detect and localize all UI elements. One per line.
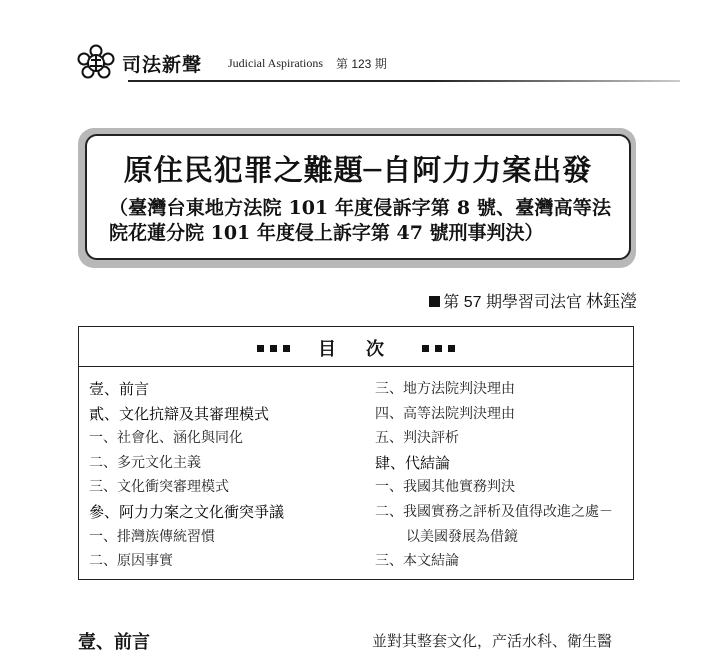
toc-entry: 四、高等法院判決理由 <box>375 405 515 422</box>
toc-entry: 壹、前言 <box>89 380 150 398</box>
author-name: 林鈺瀅 <box>586 292 637 311</box>
toc-entry: 三、地方法院判決理由 <box>375 381 515 397</box>
issue-number: 第 123 期 <box>336 57 387 71</box>
journal-title: 司法新聲 <box>122 54 203 76</box>
running-header <box>70 42 680 82</box>
table-of-contents <box>78 326 634 580</box>
toc-left-column <box>89 377 284 574</box>
toc-entry: 肆、代結論 <box>375 453 451 472</box>
section-heading: 壹、前言 <box>78 632 150 653</box>
square-bullet-icon <box>429 296 440 307</box>
toc-header <box>79 327 633 367</box>
article-title-box <box>85 134 631 260</box>
toc-entry: 一、排灣族傳統習慣 <box>89 528 215 545</box>
toc-entry: 以美國發展為借鏡 <box>406 528 518 545</box>
toc-entry: 一、社會化、涵化與同化 <box>89 430 243 447</box>
toc-entry: 一、我國其他實務判決 <box>375 479 515 496</box>
author-line <box>429 287 637 312</box>
toc-dots-right-icon <box>419 337 458 356</box>
article-title: 原住民犯罪之難題─自阿力力案出發 <box>123 153 593 187</box>
toc-entry: 參、阿力力案之文化衝突爭議 <box>89 502 285 521</box>
header-rule <box>128 80 680 82</box>
body-text-fragment: 並對其整套文化，产活水科、衛生醫 <box>372 632 613 650</box>
toc-entry: 二、多元文化主義 <box>89 454 201 471</box>
toc-entry: 五、判決評析 <box>375 430 459 447</box>
toc-entry: 三、文化衝突審理模式 <box>89 479 229 496</box>
toc-entry: 二、原因事實 <box>89 553 173 570</box>
toc-entry: 二、我國實務之評析及值得改進之處－ <box>375 503 613 520</box>
toc-entry: 三、本文結論 <box>375 553 459 570</box>
toc-entry: 貳、文化抗辯及其審理模式 <box>89 404 270 423</box>
article-subtitle: （臺灣台東地方法院 101 年度侵訴字第 8 號、臺灣高等法院花蓮分院 101 年度侵上訴字第 47 號刑事判決） <box>109 197 611 244</box>
toc-heading: 目次 <box>318 339 414 360</box>
toc-dots-left-icon <box>254 337 293 356</box>
toc-right-column <box>375 377 613 574</box>
judicial-emblem-icon <box>76 44 116 80</box>
journal-english-title: Judicial Aspirations <box>228 56 323 70</box>
author-role: 第 57 期學習司法官 <box>443 294 582 311</box>
